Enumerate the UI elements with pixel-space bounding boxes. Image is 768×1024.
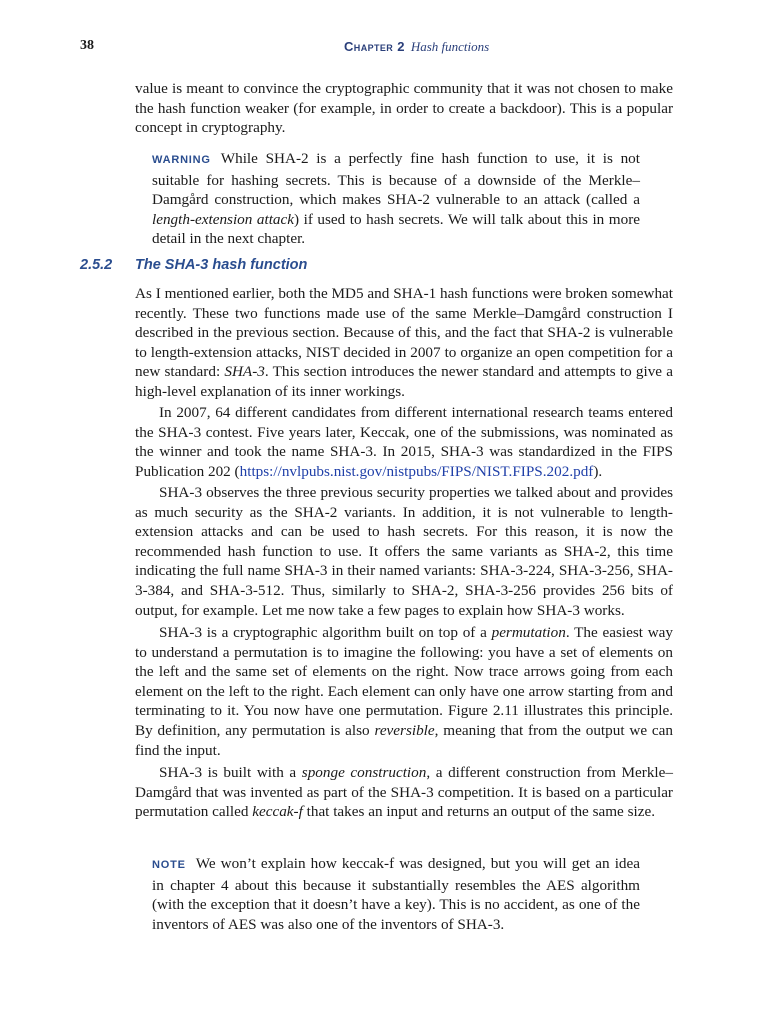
- running-head: [344, 39, 489, 55]
- paragraph-4-emphasis-2: reversible: [374, 721, 435, 739]
- paragraph-4: [135, 623, 673, 760]
- intro-paragraph: value is meant to convince the cryptographic community that it was not chosen to make the hash function weaker (for example, in order to create a backdoor). This is a popular concept in cryptography.: [135, 80, 673, 137]
- warning-emphasis: length-extension attack: [152, 210, 295, 228]
- paragraph-1-emphasis: SHA-3: [224, 363, 265, 381]
- paragraph-5-text-1: SHA-3 is built with a: [159, 764, 302, 781]
- paragraph-4-text-2: . The easiest way to understand a permutation is to imagine the following: you have a set of elements on the left and the same set of elements on the right. Now trace arrows going from each element on the left to the right. Each element can only have one arrow starting from and terminating to it. You now have one permutation. Figure 2.11 illustrates this principle. By definition, any permutation is also: [135, 624, 673, 739]
- paragraph-4-text-1: SHA-3 is a cryptographic algorithm built on top of a: [159, 624, 492, 641]
- page-number: 38: [80, 38, 94, 53]
- paragraph-5-text-2: , a different construction from Merkle–Damgård that was invented as part of the SHA-3 competition. It is based on a particular permutation called: [135, 764, 673, 821]
- section-title: The SHA-3 hash function: [135, 257, 308, 273]
- paragraph-5-text-3: that takes an input and returns an output of the same size.: [302, 803, 655, 821]
- paragraph-4-emphasis-1: permutation: [491, 624, 566, 641]
- warning-callout: [152, 149, 640, 249]
- chapter-label: Chapter 2: [344, 39, 405, 54]
- note-callout: [152, 854, 640, 934]
- paragraph-5-emphasis-2: keccak-f: [252, 803, 303, 821]
- note-tag: NOTE: [152, 859, 186, 871]
- paragraph-2-text-1: In 2007, 64 different candidates from different international research teams entered the SHA-3 contest. Five years later, Keccak, one of the submissions, was nominated as the winner and took the name SHA-3. In 2015, SHA-3 was standardized in the FIPS Publication 202 (: [135, 404, 673, 480]
- fips-link[interactable]: https://nvlpubs.nist.gov/nistpubs/FIPS/NIST.FIPS.202.pdf: [239, 462, 594, 480]
- section-number: 2.5.2: [80, 257, 113, 273]
- paragraph-1-text-1: As I mentioned earlier, both the MD5 and SHA-1 hash functions were broken somewhat recently. These two functions made use of the same Merkle–Damgård construction I described in the previous section. Because of this, and the fact that SHA-2 is vulnerable to length-extension attacks, NIST decided in 2007 to organize an open competition for a new standard:: [135, 285, 673, 381]
- paragraph-2-text-2: ).: [593, 462, 603, 480]
- paragraph-1-text-2: . This section introduces the newer standard and attempts to give a high-level explanation of its inner workings.: [135, 363, 673, 400]
- paragraph-5: [135, 763, 673, 822]
- warning-tag: WARNING: [152, 154, 211, 166]
- paragraph-3: SHA-3 observes the three previous security properties we talked about and provides as much security as the SHA-2 variants. In addition, it is not vulnerable to length-extension attacks and can be used to hash secrets. For this reason, it is now the recommended hash function to use. It offers the same variants as SHA-2, this time indicating the full name SHA-3 in their named variants: SHA-3-224, SHA-3-256, SHA-3-384, and SHA-3-512. Thus, similarly to SHA-2, SHA-3-256 provides 256 bits of output, for example. Let me now take a few pages to explain how SHA-3 works.: [135, 484, 673, 619]
- paragraph-1: [135, 284, 673, 402]
- warning-text-2: ) if used to hash secrets. We will talk about this in more detail in the next chapter.: [152, 210, 640, 248]
- paragraph-4-text-3: , meaning that from the output we can find the input.: [135, 721, 673, 759]
- note-text: We won’t explain how keccak-f was designed, but you will get an idea in chapter 4 about this because it substantially resembles the AES algorithm (with the exception that it doesn’t have a key). This is no accident, as one of the inventors of AES was also one of the inventors of SHA-3.: [152, 855, 640, 933]
- paragraph-2: [135, 403, 673, 481]
- paragraph-5-emphasis-1: sponge construction: [301, 764, 427, 781]
- warning-text-1: While SHA-2 is a perfectly fine hash function to use, it is not suitable for hashing secrets. This is because of a downside of the Merkle–Damgård construction, which makes SHA-2 vulnerable to an attack (called a: [152, 150, 640, 209]
- chapter-title: Hash functions: [410, 39, 490, 54]
